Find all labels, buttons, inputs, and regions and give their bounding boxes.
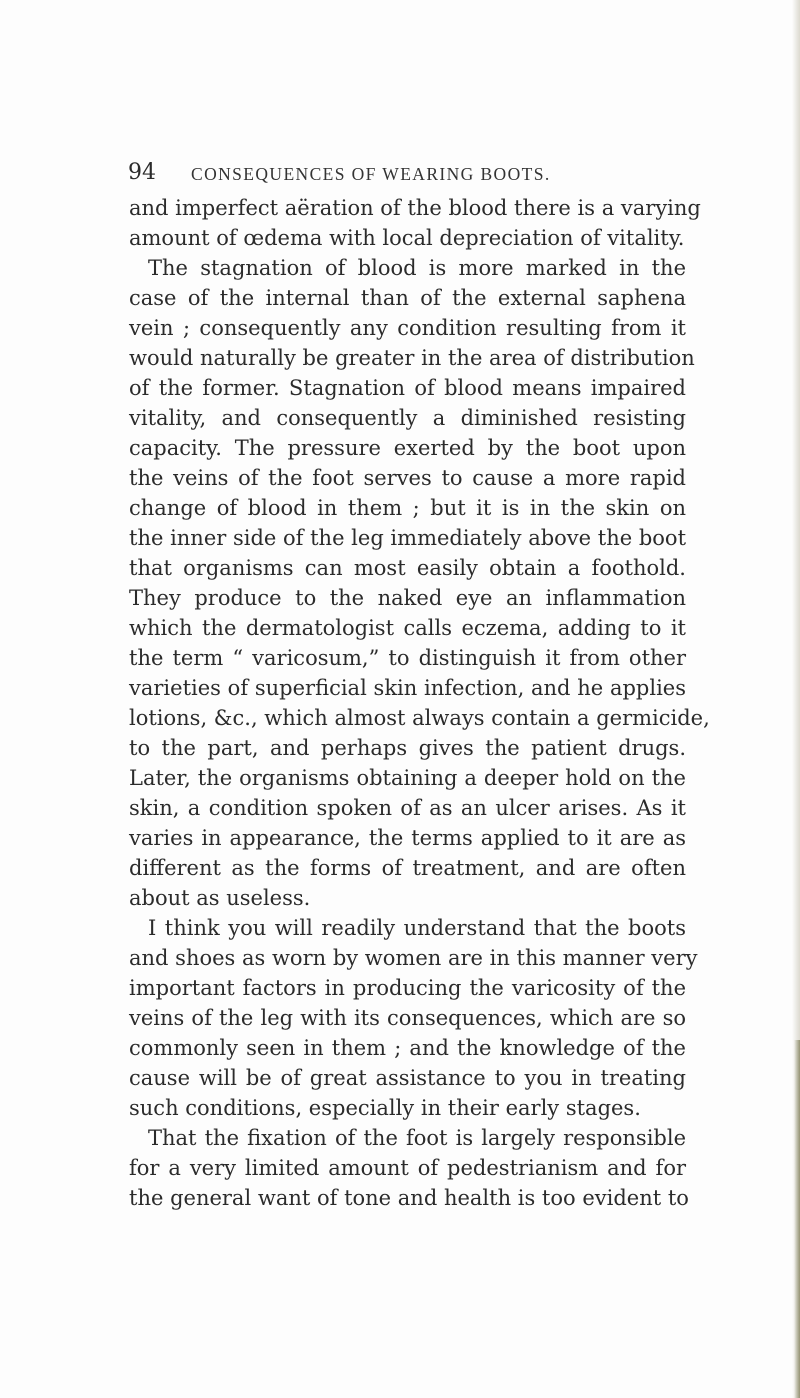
- text-line: vein ; consequently any condition resulting from it: [129, 316, 686, 340]
- text-line: would naturally be greater in the area of distribution: [129, 346, 695, 370]
- text-line: and imperfect aëration of the blood there is a varying: [129, 196, 701, 220]
- text-line: skin, a condition spoken of as an ulcer arises. As it: [129, 796, 686, 820]
- text-line: of the former. Stagnation of blood means impaired: [129, 376, 686, 400]
- text-line: Later, the organisms obtaining a deeper hold on the: [129, 766, 686, 790]
- text-line: commonly seen in them ; and the knowledge of the: [129, 1036, 686, 1060]
- text-line: change of blood in them ; but it is in the skin on: [129, 496, 686, 520]
- text-line: capacity. The pressure exerted by the boot upon: [129, 436, 686, 460]
- text-line: and shoes as worn by women are in this manner very: [129, 946, 698, 970]
- body-text: [129, 193, 710, 1213]
- text-line: that organisms can most easily obtain a foothold.: [129, 556, 686, 580]
- scan-edge-mark: [794, 1040, 800, 1398]
- text-line: cause will be of great assistance to you in treating: [129, 1066, 686, 1090]
- running-head: CONSEQUENCES OF WEARING BOOTS.: [191, 164, 551, 184]
- text-line: They produce to the naked eye an inflammation: [129, 586, 686, 610]
- text-line: such conditions, especially in their early stages.: [129, 1096, 641, 1120]
- text-line: case of the internal than of the external saphena: [129, 286, 686, 310]
- text-line: which the dermatologist calls eczema, adding to it: [129, 616, 686, 640]
- text-line: about as useless.: [129, 886, 311, 910]
- text-line: varies in appearance, the terms applied to it are as: [129, 826, 686, 850]
- text-line: the inner side of the leg immediately above the boot: [129, 526, 687, 550]
- text-line: to the part, and perhaps gives the patient drugs.: [129, 736, 686, 760]
- text-line: That the fixation of the foot is largely responsible: [148, 1126, 686, 1150]
- text-line: important factors in producing the varicosity of the: [129, 976, 686, 1000]
- text-line: amount of œdema with local depreciation of vitality.: [129, 226, 685, 250]
- text-line: for a very limited amount of pedestrianism and for: [129, 1156, 686, 1180]
- text-line: varieties of superficial skin infection, and he applies: [129, 676, 686, 700]
- text-line: the veins of the foot serves to cause a more rapid: [129, 466, 686, 490]
- page-number: 94: [128, 160, 156, 185]
- text-line: The stagnation of blood is more marked in the: [148, 256, 686, 280]
- text-line: lotions, &c., which almost always contain a germicide,: [129, 706, 710, 730]
- text-line: the term “ varicosum,” to distinguish it from other: [129, 646, 686, 670]
- text-line: veins of the leg with its consequences, which are so: [129, 1006, 686, 1030]
- text-line: I think you will readily understand that the boots: [148, 916, 686, 940]
- text-line: the general want of tone and health is too evident to: [129, 1186, 689, 1210]
- text-line: vitality, and consequently a diminished resisting: [129, 406, 686, 430]
- page-header: [128, 160, 688, 190]
- text-line: different as the forms of treatment, and are often: [129, 856, 686, 880]
